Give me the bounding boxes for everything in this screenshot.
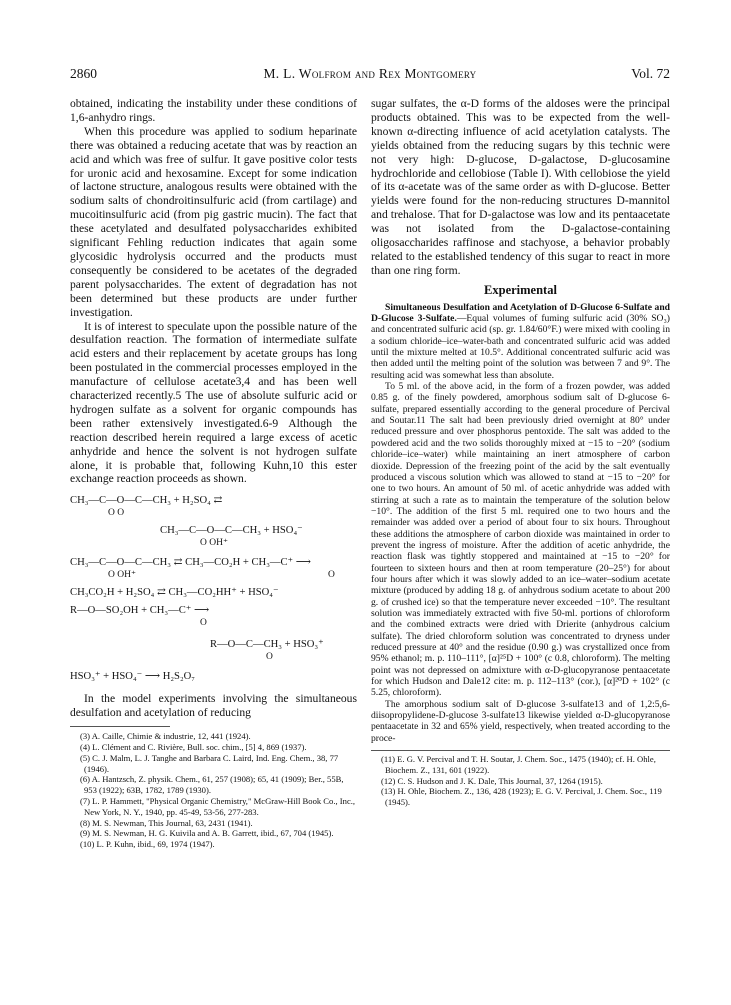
- section-heading: Experimental: [484, 282, 557, 297]
- equation-carbonyl: O OH⁺: [108, 570, 136, 581]
- paragraph: When this procedure was applied to sodium heparinate there was obtained a reducing acetate that was by reaction an acid and which was free of sulfur. It gave positive color tests for uronic acid and hexosamine. Except for some indication of lactone structure, analogous results were obtained with the sodium salts of chondroitinsulfuric acid (from cartilage) and mucoitinsulfuric acid (from pig gastric mucin). The fact that these acetylated and desulfated polysaccharides exhibited significant Fehling reduction indicates that again some glycosidic hydrolysis occurred and the products must consequently be considered to be acetates of the degraded parent polysaccharides. The extent of degradation has not been determined but these products are under further investigation.: [70, 124, 357, 319]
- footnotes: [70, 731, 357, 850]
- footnote: (7) L. P. Hammett, "Physical Organic Chemistry," McGraw-Hill Book Co., Inc., New York, N. Y., 1940, pp. 45-49, 53-56, 277-283.: [80, 795, 356, 817]
- equation-carbonyl: O: [328, 570, 335, 581]
- footnote: (10) L. P. Kuhn, ibid., 69, 1974 (1947).: [80, 839, 215, 850]
- footnote: (8) M. S. Newman, This Journal, 63, 2431 (1941).: [80, 817, 253, 828]
- paragraph: To 5 ml. of the above acid, in the form of a frozen powder, was added 0.85 g. of the finely powdered, amorphous sodium salt of D-glucose 6-sulfate, prepared essentially according to the general procedure of Percival and Soutar.11 The salt had been previously dried overnight at 80° under reduced pressure and over phosphorus pentoxide. The salt was added to the powdered acid and the two solids thoroughly mixed at −15 to −20° (sodium chloride–ice–water) while maintaining an inert atmosphere of carbon dioxide. Depression of the freezing point of the acid by the salt eventually produced a viscous solution which was allowed to stand at −15 to −20° for one to two hours. An amount of 50 ml. of acetic anhydride was added with stirring at such a rate as to maintain the temperature of the solution below −10°. The addition of the first 5 ml. required one to two hours and the remainder was added over a period of about four to six hours. Throughout these additions the atmosphere of carbon dioxide was maintained in order to prevent the ingress of moisture. After the addition of acetic anhydride, the reaction flask was tightly stoppered and maintained at −15 to −20° for fourteen to sixteen hours and then at room temperature (20–25°) for about four hours after which it was slowly added to an ice–water–sodium acetate mixture (produced by adding 18 g. of anhydrous sodium acetate to about 200 g. of crushed ice) so that the temperature never exceeded −10°. The resultant solution was immediately extracted with five 50-ml. portions of chloroform and the combined extracts were dried with Drierite (anhydrous calcium sulfate). The dried chloroform solution was concentrated to dryness under reduced pressure at 40° and the residue (0.90 g.) was crystallized once from 95% ethanol; m. p. 110–111°, [α]²⁵D + 100° (c 0.8, chloroform). The melting point was not depressed on admixture with α-D-glucopyranose pentaacetate for which Hudson and Dale12 cite: m. p. 112–113° (cor.), [α]²⁰D + 102° (c 5.25, chloroform).: [371, 381, 670, 699]
- running-title: M. L. Wolfrom and Rex Montgomery: [263, 66, 477, 81]
- paragraph: In the model experiments involving the simultaneous desulfation and acetylation of reducing: [70, 692, 357, 720]
- equation-line: HSO₃⁺ + HSO₄⁻ ⟶ H₂S₂O₇: [70, 671, 195, 683]
- left-column: [70, 97, 357, 850]
- footnote: (13) H. Ohle, Biochem. Z., 136, 428 (1923); E. G. V. Percival, J. Chem. Soc., 119 (1945).: [381, 786, 662, 808]
- equation-line: CH₃—C—O—C—CH₃ ⇄ CH₃—CO₂H + CH₃—C⁺ ⟶: [70, 557, 311, 569]
- footnotes: [371, 750, 670, 808]
- reaction-scheme: [70, 494, 357, 686]
- footnote: (11) E. G. V. Percival and T. H. Soutar, J. Chem. Soc., 1475 (1940); cf. H. Ohle, Biochem. Z., 131, 601 (1922).: [381, 754, 656, 775]
- footnote: (9) M. S. Newman, H. G. Kuivila and A. B. Garrett, ibid., 67, 704 (1945).: [80, 828, 334, 839]
- equation-carbonyl: O: [266, 652, 273, 663]
- footnote: (3) A. Caille, Chimie & industrie, 12, 441 (1924).: [80, 731, 251, 742]
- equation-line: R—O—C—CH₃ + HSO₃⁺: [210, 639, 324, 651]
- paragraph: sugar sulfates, the α-D forms of the aldoses were the principal products obtained. This was to be expected from the well-known α-directing influence of acid acetylation catalysts. The yields obtained from the reducing sugars by this technic were not very high: D-glucose, D-galactose, D-glucosamine hydrochloride and cellobiose (Table I). With cellobiose the yield of its α-acetate was of the same order as with D-glucose. Better yields were found for the non-reducing structures D-mannitol and trehalose. That for D-galactose was low and its pentaacetate was not isolated from the D-galactose-containing oligosaccharides raffinose and stachyose, a behavior probably related to the established tendency of this sugar to react in more than one ring form.: [371, 97, 670, 277]
- paragraph: The amorphous sodium salt of D-glucose 3-sulfate13 and of 1,2:5,6-diisopropylidene-D-glucose 3-sulfate13 likewise yielded α-D-glucopyranose pentaacetate in 32 and 65% yield, respectively, when treated according to the proce-: [371, 698, 670, 744]
- equation-line: CH₃—C—O—C—CH₃ + HSO₄⁻: [160, 525, 303, 537]
- paragraph: It is of interest to speculate upon the possible nature of the desulfation reaction. The formation of intermediate sulfate acid esters and their replacement by acetate groups has long been postulated in the commercial processes employed in the manufacture of cellulose acetate3,4 and has been well characterized recently.5 The use of absolute sulfuric acid or hydrogen sulfate as a solvent for organic compounds has been rather extensively investigated.6-9 Although the reaction described herein required a large excess of acetic anhydride and hence the solvent is not hydrogen sulfate alone, it is probable that, following Kuhn,10 this ester exchange reaction proceeds as shown.: [70, 319, 357, 486]
- experimental-text: [371, 302, 670, 744]
- footnote: (4) L. Clément and C. Rivière, Bull. soc. chim., [5] 4, 869 (1937).: [80, 741, 307, 752]
- footnote-divider: [70, 726, 170, 727]
- paragraph: obtained, indicating the instability under these conditions of 1,6-anhydro rings.: [70, 97, 357, 124]
- footnote: (12) C. S. Hudson and J. K. Dale, This Journal, 37, 1264 (1915).: [381, 775, 603, 786]
- equation-line: CH₃CO₂H + H₂SO₄ ⇄ CH₃—CO₂HH⁺ + HSO₄⁻: [70, 587, 279, 599]
- equation-line: CH₃—C—O—C—CH₃ + H₂SO₄ ⇄: [70, 495, 223, 507]
- equation-carbonyl: O OH⁺: [200, 538, 228, 549]
- equation-carbonyl: O O: [108, 508, 125, 519]
- subsection-title: Simultaneous Desulfation and Acetylation of D-Glucose 6-Sulfate and D-Glucose 3-Sulfate.: [371, 301, 670, 325]
- right-column: [371, 97, 670, 808]
- footnote: (6) A. Hantzsch, Z. physik. Chem., 61, 257 (1908); 65, 41 (1909); Ber., 55B, 953 (1922); 63B, 1782, 1789 (1930).: [80, 774, 344, 796]
- page-number: 2860: [70, 66, 97, 81]
- volume-label: Vol. 72: [631, 66, 670, 81]
- equation-carbonyl: O: [200, 618, 207, 629]
- footnote: (5) C. J. Malm, L. J. Tanghe and Barbara C. Laird, Ind. Eng. Chem., 38, 77 (1946).: [80, 752, 339, 774]
- page-header: [70, 66, 670, 84]
- equation-line: R—O—SO₂OH + CH₃—C⁺ ⟶: [70, 605, 210, 617]
- paragraph: —Equal volumes of fuming sulfuric acid (30% SO₃) and concentrated sulfuric acid (sp. gr. 1.84/60°F.) were mixed with cooling in a sodium chloride–ice–water-bath and concentrated sulfuric acid was added until the mixture melted at 10.5°. Additional concentrated sulfuric acid was then added until the melting point of the solution was between 7 and 9°. The resulting acid was somewhat less than absolute.: [371, 313, 671, 381]
